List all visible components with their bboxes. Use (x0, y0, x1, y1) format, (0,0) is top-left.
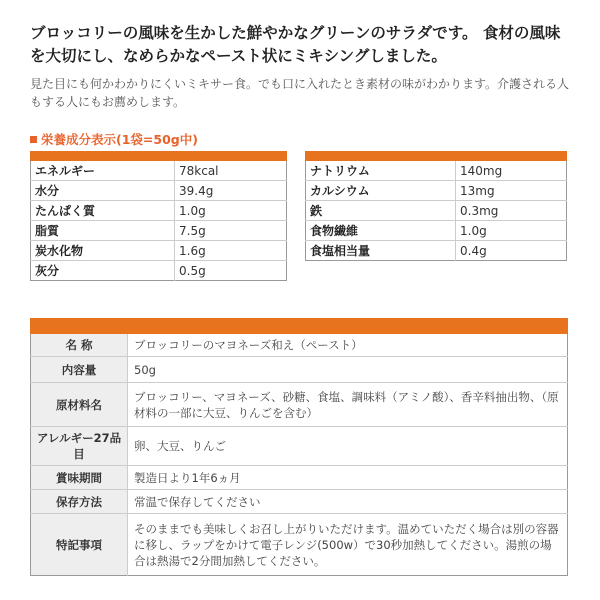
table-row (306, 201, 567, 221)
table-row (31, 156, 287, 181)
info-label: 原材料名 (31, 383, 128, 427)
square-bullet-icon (30, 136, 37, 143)
table-row (31, 201, 287, 221)
info-value: 製造日より1年6ヵ月 (128, 466, 568, 490)
table-row (306, 221, 567, 241)
nutrient-label: カルシウム (306, 181, 456, 201)
info-label: 特記事項 (31, 514, 128, 576)
info-label: 名 称 (31, 326, 128, 357)
info-label: アレルギー27品目 (31, 427, 128, 466)
info-label: 内容量 (31, 357, 128, 383)
table-row (31, 357, 568, 383)
nutrient-value: 13mg (456, 181, 567, 201)
nutrient-label: 灰分 (31, 261, 175, 281)
nutrient-value: 0.3mg (456, 201, 567, 221)
nutrient-value: 39.4g (175, 181, 287, 201)
nutrient-label: 鉄 (306, 201, 456, 221)
table-row (31, 466, 568, 490)
table-row (31, 326, 568, 357)
nutrient-label: エネルギー (31, 156, 175, 181)
table-row (31, 181, 287, 201)
nutrient-label: 水分 (31, 181, 175, 201)
table-row (31, 490, 568, 514)
intro-text: 見た目にも何かわかりにくいミキサー食。でも口に入れたとき素材の味がわかります。介護される人もする人にもお薦めします。 (30, 77, 570, 109)
nutrient-value: 1.6g (175, 241, 287, 261)
info-value: 常温で保存してください (128, 490, 568, 514)
table-row (31, 383, 568, 427)
nutrition-table-left (30, 151, 287, 281)
nutrient-value: 0.5g (179, 263, 206, 278)
nutrient-value: 1.0g (175, 201, 287, 221)
nutrient-label: 食塩相当量 (306, 241, 456, 261)
table-row (306, 241, 567, 261)
info-value: 卵、大豆、りんご (128, 427, 568, 466)
nutrient-label: ナトリウム (306, 156, 456, 181)
info-label: 保存方法 (31, 490, 128, 514)
product-info-table (30, 318, 568, 576)
nutrition-heading (30, 130, 198, 148)
nutrient-label: 食物繊維 (306, 221, 456, 241)
nutrition-table-right (305, 151, 567, 261)
table-row (31, 514, 568, 576)
nutrient-label: 脂質 (31, 221, 175, 241)
nutrient-label: たんぱく質 (31, 201, 175, 221)
headline: ブロッコリーの風味を生かした鮮やかなグリーンのサラダです。 食材の風味を大切にし、なめらかなペースト状にミキシングしました。 (30, 24, 561, 65)
nutrient-label: 炭水化物 (31, 241, 175, 261)
nutrition-heading-label: 栄養成分表示(1袋=50g中) (41, 132, 198, 147)
info-value: 50g (128, 357, 568, 383)
info-value: そのままでも美味しくお召し上がりいただけます。温めていただく場合は別の容器に移し、ラップをかけて電子レンジ(500w）で30秒加熱してください。湯煎の場合は熱湯で2分間加熱してください。 (134, 521, 559, 568)
table-row (31, 427, 568, 466)
table-row (31, 221, 287, 241)
table-row (306, 156, 567, 181)
nutrient-value: 7.5g (175, 221, 287, 241)
info-label: 賞味期間 (31, 466, 128, 490)
nutrient-value: 1.0g (456, 221, 567, 241)
info-value: ブロッコリー、マヨネーズ、砂糖、食塩、調味料（アミノ酸）、香辛料抽出物、（原材料の一部に大豆、りんごを含む） (128, 383, 568, 427)
nutrient-value: 0.4g (460, 243, 487, 258)
info-value: ブロッコリーのマヨネーズ和え（ペースト） (128, 326, 568, 357)
table-row (31, 261, 287, 281)
nutrient-value: 78kcal (175, 156, 287, 181)
table-row (31, 241, 287, 261)
nutrient-value: 140mg (456, 156, 567, 181)
table-row (306, 181, 567, 201)
